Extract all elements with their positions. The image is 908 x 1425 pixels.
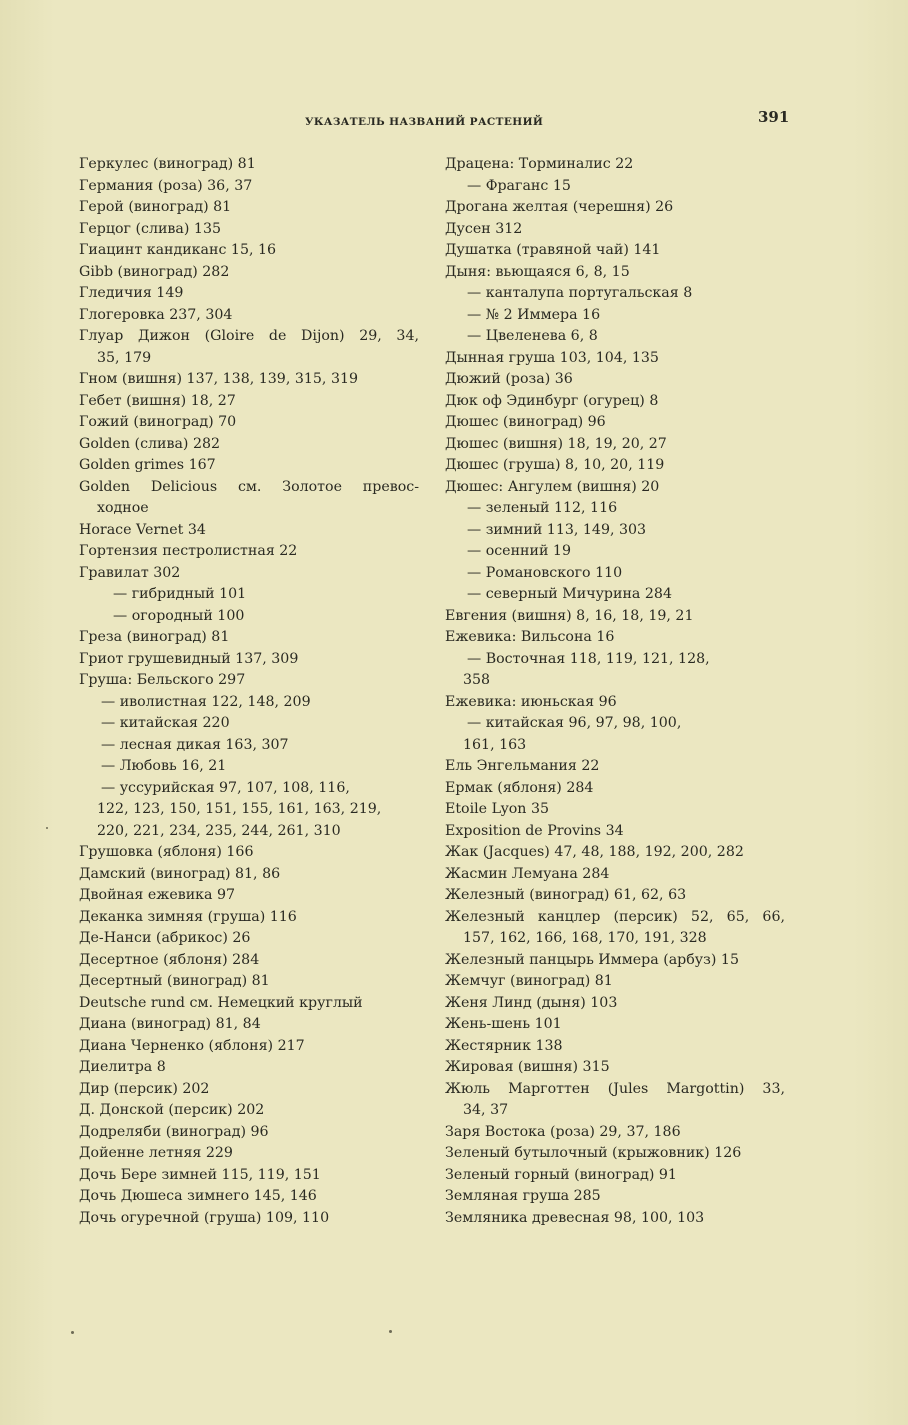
index-entry: Дынная груша 103, 104, 135 bbox=[445, 349, 659, 366]
index-entry: ходное bbox=[97, 500, 149, 516]
index-entry: — северный Мичурина 284 bbox=[467, 586, 672, 602]
index-entry: Гриот грушевидный 137, 309 bbox=[79, 650, 299, 667]
index-entry: Земляника древесная 98, 100, 103 bbox=[445, 1209, 705, 1226]
index-entry: Двойная ежевика 97 bbox=[79, 887, 236, 903]
index-entry: Дочь огуречной (груша) 109, 110 bbox=[79, 1209, 330, 1226]
index-entry: Дир (персик) 202 bbox=[79, 1080, 210, 1097]
index-entry: Железный (виноград) 61, 62, 63 bbox=[445, 887, 687, 903]
index-entry: Дыня: вьющаяся 6, 8, 15 bbox=[445, 263, 630, 280]
index-entry: 122, 123, 150, 151, 155, 161, 163, 219, bbox=[97, 801, 382, 817]
index-entry: — Цвеленева 6, 8 bbox=[467, 328, 598, 344]
index-entry: Зеленый бутылочный (крыжовник) 126 bbox=[445, 1145, 742, 1161]
index-entry: Гиацинт кандиканс 15, 16 bbox=[79, 242, 277, 258]
index-entry: Дюшес (груша) 8, 10, 20, 119 bbox=[445, 457, 665, 473]
index-entry: — осенний 19 bbox=[467, 543, 571, 559]
index-entry: Д. Донской (персик) 202 bbox=[79, 1102, 265, 1118]
running-head: УКАЗАТЕЛЬ НАЗВАНИЙ РАСТЕНИЙ bbox=[305, 116, 544, 128]
index-entry: Дамский (виноград) 81, 86 bbox=[79, 865, 281, 882]
index-entry: Жак (Jacques) 47, 48, 188, 192, 200, 282 bbox=[445, 844, 744, 860]
index-entry: Жень-шень 101 bbox=[445, 1016, 562, 1032]
index-entry: Ежевика: июньская 96 bbox=[445, 693, 617, 710]
index-entry: Жировая (вишня) 315 bbox=[445, 1059, 610, 1075]
index-entry: — огородный 100 bbox=[113, 607, 245, 624]
index-entry: Дочь Дюшеса зимнего 145, 146 bbox=[79, 1188, 317, 1204]
index-entry: Дюжий (роза) 36 bbox=[445, 371, 573, 387]
index-entry: Диелитра 8 bbox=[79, 1059, 166, 1075]
index-entry: — Любовь 16, 21 bbox=[101, 758, 227, 774]
index-entry: Exposition de Provins 34 bbox=[445, 822, 624, 839]
index-entry: Глуар Дижон (Gloire de Dijon) 29, 34, bbox=[79, 328, 419, 344]
index-column-left bbox=[79, 154, 419, 1229]
index-entry: Дюшес: Ангулем (вишня) 20 bbox=[445, 478, 660, 495]
index-entry: Жюль Марготтен (Jules Margottin) 33, bbox=[445, 1080, 785, 1097]
index-entry: Евгения (вишня) 8, 16, 18, 19, 21 bbox=[445, 607, 694, 624]
index-entry: — № 2 Иммера 16 bbox=[467, 306, 601, 323]
index-entry: Герцог (слива) 135 bbox=[79, 220, 221, 237]
index-entry: Гравилат 302 bbox=[79, 564, 181, 581]
index-entry: — зимний 113, 149, 303 bbox=[467, 521, 647, 538]
index-entry: Дойенне летняя 229 bbox=[79, 1145, 233, 1161]
index-entry: 35, 179 bbox=[97, 349, 152, 366]
index-entry: Гном (вишня) 137, 138, 139, 315, 319 bbox=[79, 371, 359, 387]
index-entry: 161, 163 bbox=[463, 736, 527, 753]
index-entry: — уссурийская 97, 107, 108, 116, bbox=[101, 779, 350, 796]
index-entry: Ермак (яблоня) 284 bbox=[445, 779, 594, 796]
index-entry: Deutsche rund см. Немецкий круглый bbox=[79, 994, 363, 1011]
index-entry: Диана Черненко (яблоня) 217 bbox=[79, 1037, 305, 1054]
index-entry: Железный канцлер (персик) 52, 65, 66, bbox=[445, 908, 785, 925]
index-entry: Дочь Бере зимней 115, 119, 151 bbox=[79, 1166, 321, 1183]
index-entry: Драцена: Торминалис 22 bbox=[445, 156, 634, 172]
index-entry: Horace Vernet 34 bbox=[79, 521, 206, 538]
index-entry: Гортензия пестролистная 22 bbox=[79, 543, 298, 559]
index-entry: — зеленый 112, 116 bbox=[467, 500, 618, 516]
index-entry: — иволистная 122, 148, 209 bbox=[101, 693, 311, 710]
index-entry: Ежевика: Вильсона 16 bbox=[445, 629, 615, 645]
index-entry: Греза (виноград) 81 bbox=[79, 629, 230, 645]
index-entry: Golden Delicious см. Золотое превос- bbox=[79, 478, 419, 495]
index-entry: Де-Нанси (абрикос) 26 bbox=[79, 930, 251, 946]
index-entry: Деканка зимняя (груша) 116 bbox=[79, 908, 297, 925]
index-entry: Десертный (виноград) 81 bbox=[79, 973, 270, 989]
index-entry: — лесная дикая 163, 307 bbox=[101, 736, 289, 753]
index-entry: Дусен 312 bbox=[445, 220, 523, 237]
index-entry: Дюк оф Эдинбург (огурец) 8 bbox=[445, 392, 659, 409]
index-entry: — китайская 96, 97, 98, 100, bbox=[467, 715, 682, 731]
index-entry: Грушовка (яблоня) 166 bbox=[79, 844, 254, 860]
index-entry: Герой (виноград) 81 bbox=[79, 199, 232, 215]
page-header bbox=[0, 108, 908, 136]
index-entry: 220, 221, 234, 235, 244, 261, 310 bbox=[97, 822, 341, 839]
index-entry: Женя Линд (дыня) 103 bbox=[445, 994, 618, 1011]
index-entry: Душатка (травяной чай) 141 bbox=[445, 242, 661, 258]
index-entry: Etoile Lyon 35 bbox=[445, 801, 550, 817]
index-entry: Гожий (виноград) 70 bbox=[79, 414, 237, 430]
index-entry: — Фраганс 15 bbox=[467, 177, 571, 194]
paper-speck bbox=[46, 827, 48, 829]
index-entry: Глогеровка 237, 304 bbox=[79, 306, 233, 323]
index-entry: Заря Востока (роза) 29, 37, 186 bbox=[445, 1123, 681, 1140]
paper-speck bbox=[389, 1330, 392, 1333]
index-entry: Golden grimes 167 bbox=[79, 457, 216, 473]
index-entry: — гибридный 101 bbox=[113, 586, 247, 602]
index-entry: Дрогана желтая (черешня) 26 bbox=[445, 199, 674, 215]
index-entry: Жемчуг (виноград) 81 bbox=[445, 973, 613, 989]
index-entry: — канталупа португальская 8 bbox=[467, 285, 693, 301]
index-entry: Германия (роза) 36, 37 bbox=[79, 177, 253, 194]
index-entry: 157, 162, 166, 168, 170, 191, 328 bbox=[463, 930, 707, 946]
index-entry: Железный панцырь Иммера (арбуз) 15 bbox=[445, 951, 739, 968]
index-entry: — Романовского 110 bbox=[467, 564, 623, 581]
index-entry: Гебет (вишня) 18, 27 bbox=[79, 392, 236, 409]
index-entry: Дюшес (виноград) 96 bbox=[445, 414, 606, 430]
index-entry: Гледичия 149 bbox=[79, 285, 184, 301]
index-entry: Дюшес (вишня) 18, 19, 20, 27 bbox=[445, 435, 667, 452]
index-entry: Груша: Бельского 297 bbox=[79, 672, 246, 688]
index-entry: — Восточная 118, 119, 121, 128, bbox=[467, 650, 710, 667]
index-entry: Земляная груша 285 bbox=[445, 1188, 601, 1204]
index-column-right bbox=[445, 154, 785, 1229]
index-entry: — китайская 220 bbox=[101, 715, 230, 731]
index-entry: Жасмин Лемуана 284 bbox=[445, 865, 610, 882]
index-entry: Gibb (виноград) 282 bbox=[79, 263, 230, 280]
index-entry: Додреляби (виноград) 96 bbox=[79, 1123, 269, 1140]
index-entry: Зеленый горный (виноград) 91 bbox=[445, 1166, 677, 1183]
index-entry: 358 bbox=[463, 672, 491, 688]
index-entry: Golden (слива) 282 bbox=[79, 435, 221, 452]
index-entry: Диана (виноград) 81, 84 bbox=[79, 1016, 261, 1032]
index-entry: Геркулес (виноград) 81 bbox=[79, 156, 256, 172]
index-entry: 34, 37 bbox=[463, 1102, 509, 1118]
index-entry: Ель Энгельмания 22 bbox=[445, 758, 600, 774]
page-number: 391 bbox=[758, 108, 790, 126]
paper-speck bbox=[71, 1331, 74, 1334]
index-entry: Десертное (яблоня) 284 bbox=[79, 951, 260, 968]
index-entry: Жестярник 138 bbox=[445, 1037, 563, 1054]
